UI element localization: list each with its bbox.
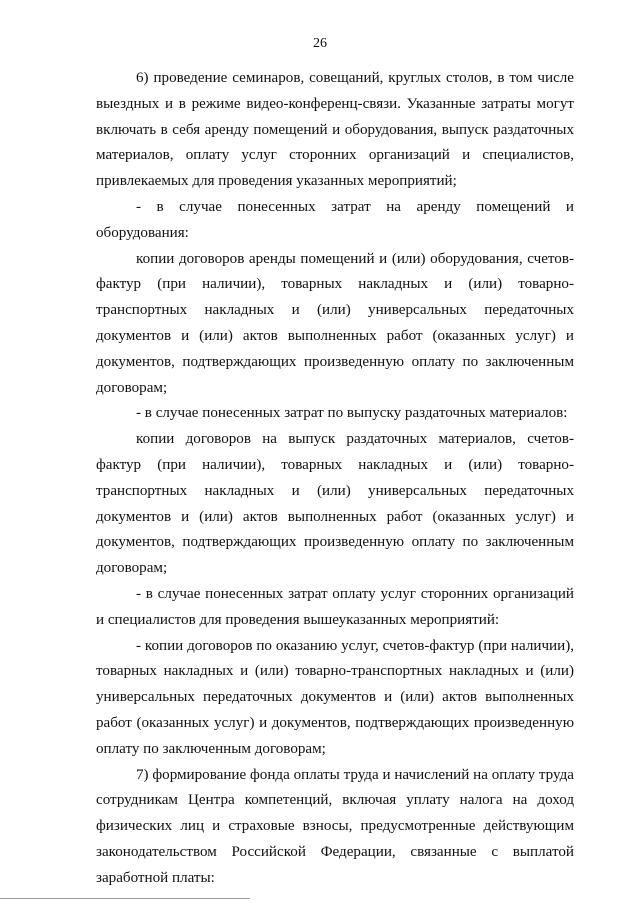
paragraph-rental-documents: копии договоров аренды помещений и (или) оборудования, счетов-фактур (при наличии), товарных накладных и (или) товарно-транспортных накладных и (или) универсальных передаточных документов и (или) актов выполненных работ (оказанных услуг) и документов, подтверждающих произведенную оплату по заключенным договорам;: [96, 250, 574, 396]
page-bottom-rule: [0, 898, 250, 899]
paragraph-handout-documents: копии договоров на выпуск раздаточных материалов, счетов-фактур (при наличии), товарных накладных и (или) товарно-транспортных накладных и (или) универсальных передаточных документов и (или) актов выполненных работ (оказанных услуг) и документов, подтверждающих произведенную оплату по заключенным договорам;: [96, 431, 574, 577]
document-body: [96, 66, 574, 892]
paragraph-handout-case: - в случае понесенных затрат по выпуску раздаточных материалов:: [136, 405, 568, 422]
paragraph-services-documents: - копии договоров по оказанию услуг, счетов-фактур (при наличии), товарных накладных и (или) товарно-транспортных накладных и (или) универсальных передаточных документов и (или) актов выполненных работ (оказанных услуг) и документов, подтверждающих произведенную оплату по заключенным договорам;: [96, 637, 574, 757]
paragraph-item-7: 7) формирование фонда оплаты труда и начислений на оплату труда сотрудникам Центра компетенций, включая уплату налога на доход физических лиц и страховые взносы, предусмотренные действующим законодательством Российской Федерации, связанные с выплатой заработной платы:: [96, 766, 574, 886]
paragraph-services-case: - в случае понесенных затрат оплату услуг сторонних организаций и специалистов для проведения вышеуказанных мероприятий:: [96, 585, 574, 628]
page-number: 26: [313, 36, 327, 51]
paragraph-item-6: 6) проведение семинаров, совещаний, круглых столов, в том числе выездных и в режиме видео-конференц-связи. Указанные затраты могут включать в себя аренду помещений и оборудования, выпуск раздаточных материалов, оплату услуг сторонних организаций и специалистов, привлекаемых для проведения указанных мероприятий;: [96, 70, 574, 190]
paragraph-rental-case: - в случае понесенных затрат на аренду помещений и оборудования:: [96, 198, 574, 241]
